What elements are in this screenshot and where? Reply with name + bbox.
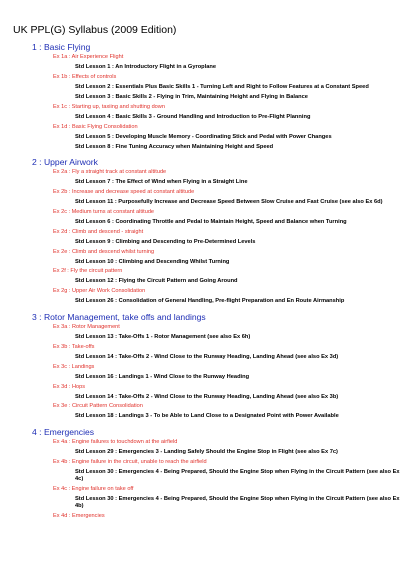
exercise — [53, 364, 403, 381]
lesson-item: Std Lesson 14 : Take-Offs 2 - Wind Close to the Runway Heading, Landing Ahead (see also Ex 3b) — [75, 393, 339, 400]
exercise — [53, 54, 403, 71]
exercise-title: Ex 2a : Fly a straight track at constant altitude — [53, 168, 167, 175]
exercise-title: Ex 4c : Engine failure on take off — [53, 486, 134, 493]
section-title: 2 : Upper Airwork — [32, 156, 98, 167]
exercise-title: Ex 3b : Take-offs — [53, 343, 95, 350]
exercise — [53, 439, 403, 456]
exercise — [53, 209, 403, 226]
exercise — [53, 513, 403, 521]
section — [0, 312, 413, 421]
exercise — [53, 189, 403, 206]
exercise — [53, 104, 403, 121]
exercise-title: Ex 3c : Landings — [53, 363, 95, 370]
lesson-item: Std Lesson 18 : Landings 3 - To be Able to Land Close to a Designated Point with Power Available — [75, 413, 339, 420]
lesson-item: Std Lesson 5 : Developing Muscle Memory - Coordinating Stick and Pedal with Power Changes — [75, 133, 332, 140]
exercise-title: Ex 2d : Climb and descend - straight — [53, 228, 144, 235]
lesson-item: Std Lesson 4 : Basic Skills 3 - Ground Handling and Introduction to Pre-Flight Planning — [75, 113, 311, 120]
exercise — [53, 268, 403, 285]
exercise-title: Ex 3a : Rotor Management — [53, 323, 120, 330]
exercise — [53, 229, 403, 246]
exercise-title: Ex 4a : Engine failures to touchdown at the airfield — [53, 438, 178, 445]
exercise-title: Ex 1c : Starting up, taxiing and shutting down — [53, 103, 165, 110]
exercise-title: Ex 2c : Medium turns at constant altitude — [53, 208, 155, 215]
exercise — [53, 169, 403, 186]
exercise-title: Ex 3e : Circuit Pattern Consolidation — [53, 403, 143, 410]
exercise-title: Ex 1d : Basic Flying Consolidation — [53, 123, 138, 130]
lesson-item: Std Lesson 2 : Essentials Plus Basic Skills 1 - Turning Left and Right to Follow Features at a Constant Speed — [75, 83, 369, 90]
lesson-item: Std Lesson 9 : Climbing and Descending to Pre-Determined Levels — [75, 238, 256, 245]
section-title: 4 : Emergencies — [32, 426, 95, 437]
exercise-title: Ex 1a : Air Experience Flight — [53, 54, 124, 60]
exercise — [53, 249, 403, 266]
lesson-item: Std Lesson 29 : Emergencies 3 - Landing Safely Should the Engine Stop in Flight (see also Ex 7c) — [75, 448, 338, 455]
exercise — [53, 124, 403, 151]
lesson-item: Std Lesson 12 : Flying the Circuit Pattern and Going Around — [75, 278, 238, 285]
exercise — [53, 486, 403, 511]
lesson-item: Std Lesson 1 : An Introductory Flight in a Gyroplane — [75, 64, 217, 70]
lesson-item: Std Lesson 3 : Basic Skills 2 - Flying in Trim, Maintaining Height and Flying in Balance — [75, 93, 308, 100]
exercise — [53, 384, 403, 401]
exercise-title: Ex 3d : Hops — [53, 383, 86, 390]
exercise — [53, 288, 403, 305]
lesson-item: Std Lesson 30 : Emergencies 4 - Being Prepared, Should the Engine Stop when Flying in the Circuit Pattern (see also Ex 4c) — [75, 468, 400, 483]
lesson-item: Std Lesson 11 : Purposefully Increase and Decrease Speed Between Slow Cruise and Fast Cruise (see also Ex 6d) — [75, 198, 383, 205]
exercise — [53, 324, 403, 341]
exercise-title: Ex 4d : Emergencies — [53, 513, 105, 520]
lesson-item: Std Lesson 16 : Landings 1 - Wind Close to the Runway Heading — [75, 373, 250, 380]
exercise — [53, 344, 403, 361]
section-title: 3 : Rotor Management, take offs and landings — [32, 311, 206, 322]
exercise-title: Ex 2g : Upper Air Work Consolidation — [53, 288, 146, 295]
lesson-item: Std Lesson 30 : Emergencies 4 - Being Prepared, Should the Engine Stop when Flying in the Circuit Pattern (see also Ex 4b) — [75, 496, 400, 510]
exercise-title: Ex 2f : Fly the circuit pattern — [53, 268, 123, 275]
exercise-title: Ex 4b : Engine failure in the circuit, unable to reach the airfield — [53, 458, 207, 465]
sections-list — [0, 42, 413, 527]
lesson-item: Std Lesson 10 : Climbing and Descending Whilst Turning — [75, 258, 230, 265]
section-title: 1 : Basic Flying — [32, 42, 91, 52]
exercise-title: Ex 2b : Increase and decrease speed at constant altitude — [53, 188, 195, 195]
exercise — [53, 403, 403, 420]
exercise — [53, 74, 403, 101]
lesson-item: Std Lesson 7 : The Effect of Wind when Flying in a Straight Line — [75, 178, 248, 185]
exercise-title: Ex 1b : Effects of controls — [53, 73, 117, 80]
lesson-item: Std Lesson 6 : Coordinating Throttle and Pedal to Maintain Height, Speed and Balance when Turning — [75, 218, 347, 225]
section — [0, 427, 413, 521]
lesson-item: Std Lesson 14 : Take-Offs 2 - Wind Close to the Runway Heading, Landing Ahead (see also Ex 3d) — [75, 353, 339, 360]
exercise — [53, 459, 403, 484]
section — [0, 42, 413, 151]
section — [0, 157, 413, 306]
document-title: UK PPL(G) Syllabus (2009 Edition) — [13, 24, 177, 36]
lesson-item: Std Lesson 13 : Take-Offs 1 - Rotor Management (see also Ex 6h) — [75, 333, 251, 340]
lesson-item: Std Lesson 26 : Consolidation of General Handling, Pre-flight Preparation and En Route Airmanship — [75, 298, 345, 305]
exercise-title: Ex 2e : Climb and descend whilst turning — [53, 248, 155, 255]
lesson-item: Std Lesson 8 : Fine Tuning Accuracy when Maintaining Height and Speed — [75, 143, 274, 150]
